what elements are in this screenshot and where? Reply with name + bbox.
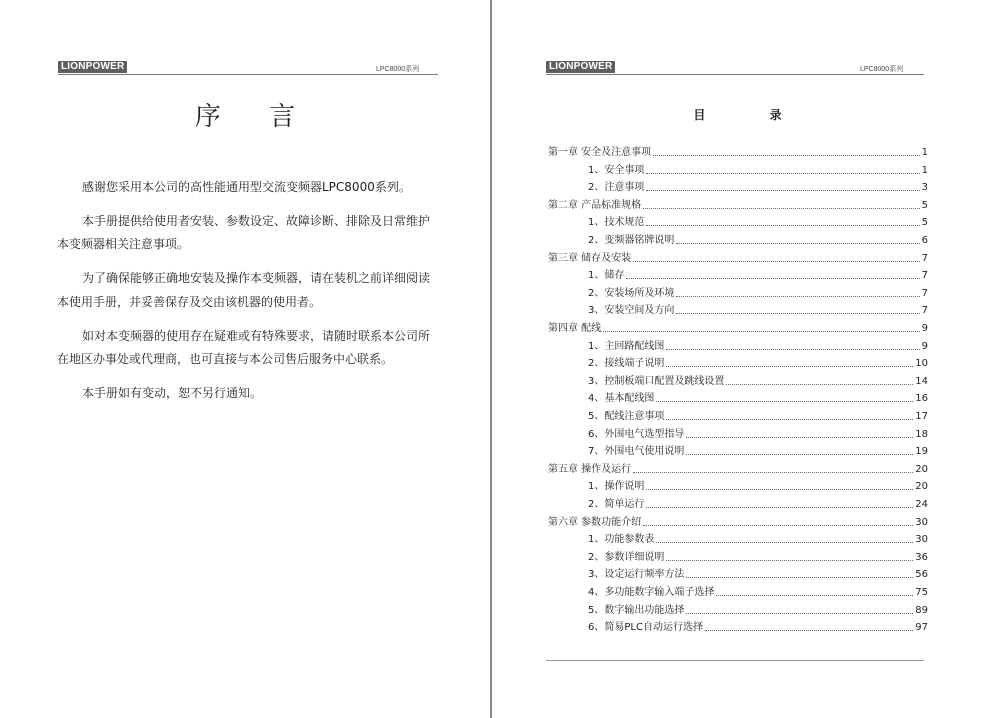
toc-entry-page: 36 [915, 551, 928, 563]
brand-logo: LIONPOWER [58, 61, 127, 73]
toc-entry-label: 第六章 参数功能介绍 [548, 516, 642, 528]
toc-entry-page: 56 [915, 569, 928, 581]
toc-entry-label: 第五章 操作及运行 [548, 463, 632, 475]
document-page-left [0, 0, 490, 718]
footer-rule [546, 660, 924, 661]
toc-entry-page: 20 [915, 463, 928, 475]
toc-entry-page: 97 [915, 622, 928, 634]
toc-dot-leader [666, 418, 913, 420]
toc-entry-label: 1、操作说明 [588, 481, 645, 493]
toc-dot-leader [643, 207, 919, 209]
toc-entry-label: 第二章 产品标准规格 [548, 199, 642, 211]
toc-entry-label: 7、外围电气使用说明 [588, 446, 685, 458]
toc-section-entry[interactable] [588, 445, 928, 458]
toc-entry-page: 7 [921, 270, 928, 282]
toc-dot-leader [656, 400, 913, 402]
toc-entry-label: 3、安装空间及方向 [588, 305, 675, 317]
toc-entry-label: 2、参数详细说明 [588, 551, 665, 563]
toc-section-entry[interactable] [588, 410, 928, 423]
toc-entry-label: 1、安全事项 [588, 164, 645, 176]
toc-section-entry[interactable] [588, 604, 928, 617]
toc-section-entry[interactable] [588, 480, 928, 493]
toc-dot-leader [686, 436, 913, 438]
toc-entry-page: 17 [915, 411, 928, 422]
toc-entry-label: 4、多功能数字输入端子选择 [588, 587, 715, 598]
toc-dot-leader [676, 242, 919, 244]
toc-section-entry[interactable] [588, 533, 928, 546]
toc-entry-page: 18 [915, 428, 928, 440]
toc-section-entry[interactable] [588, 392, 928, 405]
series-label: LPC8000系列 [376, 66, 420, 73]
preface-paragraph: 本手册如有变动，恕不另行通知。 [82, 385, 263, 400]
toc-dot-leader [726, 383, 913, 385]
toc-section-entry[interactable] [588, 234, 928, 247]
toc-entry-label: 6、外围电气选型指导 [588, 428, 685, 440]
toc-entry-page: 7 [921, 305, 928, 317]
toc-entry-label: 2、接线端子说明 [588, 358, 665, 370]
toc-entry-page: 89 [915, 604, 928, 616]
toc-dot-leader [646, 224, 919, 226]
toc-section-entry[interactable] [588, 428, 928, 441]
toc-entry-label: 1、主回路配线图 [588, 340, 665, 352]
toc-entry-page: 9 [921, 340, 928, 352]
brand-logo: LIONPOWER [546, 61, 615, 73]
toc-entry-page: 3 [921, 182, 928, 194]
toc-dot-leader [656, 541, 913, 543]
toc-section-entry[interactable] [588, 357, 928, 370]
toc-title: 目 录 [693, 108, 812, 122]
toc-section-entry[interactable] [588, 164, 928, 177]
toc-entry-label: 3、控制板端口配置及跳线设置 [588, 375, 725, 387]
toc-dot-leader [633, 260, 919, 262]
toc-dot-leader [646, 488, 913, 490]
toc-dot-leader [666, 559, 913, 561]
toc-dot-leader [666, 365, 913, 367]
toc-section-entry[interactable] [588, 375, 928, 388]
preface-paragraph: 感谢您采用本公司的高性能通用型交流变频器LPC8000系列。 [82, 180, 411, 194]
toc-entry-label: 4、基本配线图 [588, 393, 655, 405]
toc-entry-label: 6、简易PLC自动运行选择 [588, 622, 703, 634]
toc-entry-page: 9 [921, 323, 928, 334]
toc-section-entry[interactable] [588, 586, 928, 599]
preface-paragraph: 为了确保能够正确地安装及操作本变频器，请在装机之前详细阅读本使用手册，并妥善保存及交由该机器的使用者。 [57, 271, 431, 309]
document-page-right [492, 0, 983, 718]
toc-entry-page: 5 [921, 217, 928, 229]
toc-dot-leader [646, 172, 919, 174]
toc-entry-label: 1、功能参数表 [588, 534, 655, 546]
toc-chapter-entry[interactable] [548, 199, 928, 212]
toc-chapter-entry[interactable] [548, 516, 928, 529]
toc-section-entry[interactable] [588, 216, 928, 229]
header-rule [546, 74, 924, 75]
toc-entry-label: 2、注意事项 [588, 182, 645, 194]
toc-dot-leader [686, 612, 913, 614]
toc-entry-label: 5、配线注意事项 [588, 411, 665, 422]
toc-entry-page: 75 [915, 587, 928, 598]
toc-dot-leader [626, 277, 919, 279]
toc-dot-leader [676, 312, 919, 314]
series-label: LPC8000系列 [860, 66, 904, 73]
toc-section-entry[interactable] [588, 181, 928, 194]
toc-dot-leader [686, 453, 913, 455]
toc-entry-page: 24 [915, 499, 928, 510]
toc-entry-page: 20 [915, 481, 928, 493]
toc-dot-leader [653, 154, 919, 156]
toc-entry-label: 5、数字输出功能选择 [588, 604, 685, 616]
toc-entry-label: 1、技术规范 [588, 217, 645, 229]
toc-entry-label: 2、变频器铭牌说明 [588, 235, 675, 246]
toc-chapter-entry[interactable] [548, 146, 928, 159]
toc-dot-leader [646, 189, 919, 191]
toc-entry-page: 1 [921, 147, 928, 158]
toc-entry-page: 5 [921, 199, 928, 211]
toc-dot-leader [666, 348, 919, 350]
toc-chapter-entry[interactable] [548, 322, 928, 335]
toc-dot-leader [676, 295, 919, 297]
toc-section-entry[interactable] [588, 304, 928, 317]
toc-entry-page: 30 [915, 534, 928, 546]
toc-dot-leader [686, 576, 913, 578]
toc-dot-leader [646, 506, 913, 508]
toc-entry-page: 19 [915, 446, 928, 458]
preface-paragraph: 本手册提供给使用者安装、参数设定、故障诊断、排除及日常维护本变频器相关注意事项。 [57, 213, 431, 252]
toc-section-entry[interactable] [588, 498, 928, 511]
toc-entry-page: 14 [915, 375, 928, 387]
header-rule [58, 74, 438, 75]
toc-entry-page: 16 [915, 393, 928, 405]
toc-entry-label: 1、储存 [588, 270, 625, 282]
toc-entry-page: 7 [921, 252, 928, 264]
toc-entry-label: 2、简单运行 [588, 499, 645, 510]
preface-body [57, 176, 440, 416]
toc-section-entry[interactable] [588, 551, 928, 564]
toc-chapter-entry[interactable] [548, 252, 928, 265]
toc-dot-leader [603, 330, 919, 332]
preface-title: 序 言 [194, 102, 316, 132]
toc-entry-page: 6 [921, 235, 928, 246]
toc-entry-page: 1 [921, 164, 928, 176]
toc-entry-page: 10 [915, 358, 928, 370]
toc-section-entry[interactable] [588, 269, 928, 282]
toc-entry-page: 30 [915, 516, 928, 528]
toc-chapter-entry[interactable] [548, 463, 928, 476]
toc-section-entry[interactable] [588, 287, 928, 300]
preface-paragraph: 如对本变频器的使用存在疑难或有特殊要求，请随时联系本公司所在地区办事处或代理商，也可直接与本公司售后服务中心联系。 [57, 328, 431, 367]
toc-dot-leader [705, 629, 913, 631]
toc-dot-leader [716, 594, 913, 596]
toc-dot-leader [633, 471, 913, 473]
toc-entry-label: 2、安装场所及环境 [588, 287, 675, 299]
toc-entry-page: 7 [921, 287, 928, 299]
toc-entry-label: 第三章 储存及安装 [548, 252, 632, 264]
toc-entry-label: 第一章 安全及注意事项 [548, 147, 652, 158]
toc-section-entry[interactable] [588, 621, 928, 634]
toc-entry-label: 3、设定运行频率方法 [588, 569, 685, 581]
toc-section-entry[interactable] [588, 340, 928, 353]
toc-entry-label: 第四章 配线 [548, 323, 602, 334]
toc-section-entry[interactable] [588, 568, 928, 581]
toc-dot-leader [643, 524, 913, 526]
